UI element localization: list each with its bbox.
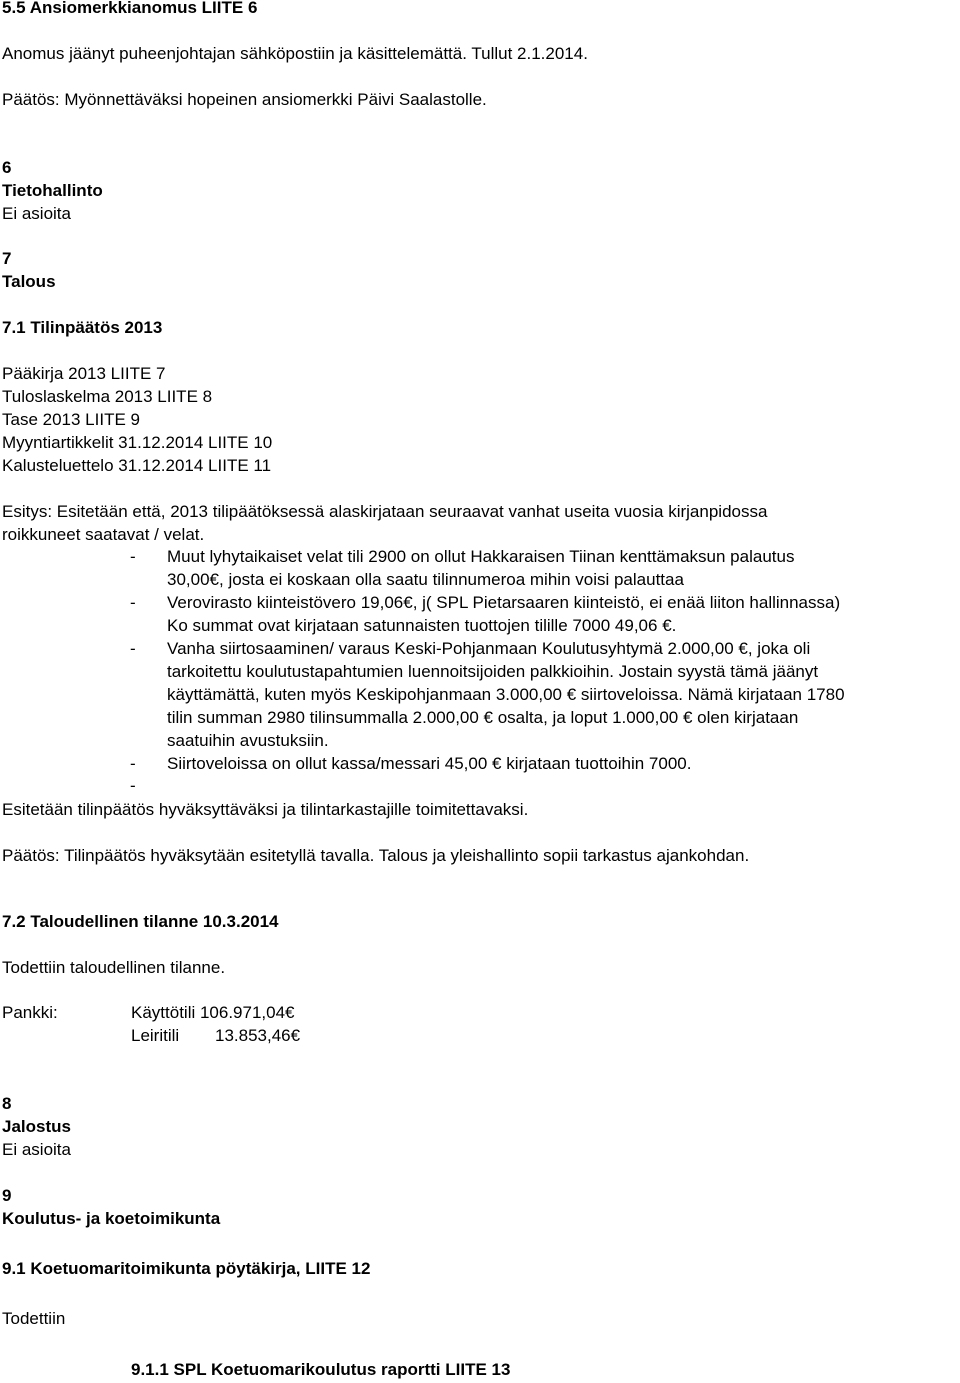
account-2-value: 13.853,46€ xyxy=(215,1026,301,1045)
approval-proposal: Esitetään tilinpäätös hyväksyttäväksi ja tilintarkastajille toimitettavaksi. xyxy=(2,800,529,819)
section-9-number: 9 xyxy=(2,1186,12,1205)
section-5-5-line2: Päätös: Myönnettäväksi hopeinen ansiomerkki Päivi Saalastolle. xyxy=(2,90,487,109)
section-8-number: 8 xyxy=(2,1094,12,1113)
bullet-dash-5: - xyxy=(130,776,136,795)
section-5-5-heading: 5.5 Ansiomerkkianomus LIITE 6 xyxy=(2,0,258,17)
section-6-title: Tietohallinto xyxy=(2,181,103,200)
bank-label: Pankki: xyxy=(2,1003,58,1022)
bullet-3-line3: käyttämättä, kuten myös Keskipohjanmaan 3.000,00 € siirtoveloissa. Nämä kirjataan 1780 xyxy=(167,685,845,704)
section-5-5-line1: Anomus jäänyt puheenjohtajan sähköpostiin ja käsittelemättä. Tullut 2.1.2014. xyxy=(2,44,588,63)
bullet-4-line1: Siirtoveloissa on ollut kassa/messari 45,00 € kirjataan tuottoihin 7000. xyxy=(167,754,692,773)
proposal-line2: roikkuneet saatavat / velat. xyxy=(2,525,205,544)
bullet-1-line1: Muut lyhytaikaiset velat tili 2900 on ollut Hakkaraisen Tiinan kenttämaksun palautus xyxy=(167,547,795,566)
bullet-3-line4: tilin summan 2980 tilinsummalla 2.000,00 € osalta, ja loput 1.000,00 € olen kirjataan xyxy=(167,708,799,727)
bullet-3-line5: saatuihin avustuksiin. xyxy=(167,731,329,750)
section-7-1-heading: 7.1 Tilinpäätös 2013 xyxy=(2,318,163,337)
account-1: Käyttötili 106.971,04€ xyxy=(131,1003,295,1022)
attachment-1: Pääkirja 2013 LIITE 7 xyxy=(2,364,166,383)
decision: Päätös: Tilinpäätös hyväksytään esitetyllä tavalla. Talous ja yleishallinto sopii tarkastus ajankohdan. xyxy=(2,846,750,865)
section-9-1-body: Todettiin xyxy=(2,1309,66,1328)
bullet-3-line2: tarkoitettu koulutustapahtumien luennoitsijoiden palkkioihin. Jostain syystä tämä jäänyt xyxy=(167,662,819,681)
section-7-number: 7 xyxy=(2,249,12,268)
section-8-title: Jalostus xyxy=(2,1117,71,1136)
bullet-dash-2: - xyxy=(130,593,136,612)
bullet-dash-1: - xyxy=(130,547,136,566)
proposal-line1: Esitys: Esitetään että, 2013 tilipäätöksessä alaskirjataan seuraavat vanhat useita vuosia kirjanpidossa xyxy=(2,502,768,521)
bullet-1-line2: 30,00€, josta ei koskaan olla saatu tilinnumeroa mihin voisi palauttaa xyxy=(167,570,684,589)
bullet-dash-4: - xyxy=(130,754,136,773)
section-6-number: 6 xyxy=(2,158,12,177)
bullet-2-line1: Verovirasto kiinteistövero 19,06€, j( SPL Pietarsaaren kiinteistö, ei enää liiton hallinnassa) xyxy=(167,593,841,612)
bullet-2-line2: Ko summat ovat kirjataan satunnaisten tuottojen tilille 7000 49,06 €. xyxy=(167,616,677,635)
attachment-5: Kalusteluettelo 31.12.2014 LIITE 11 xyxy=(2,456,272,475)
account-2-label: Leiritili xyxy=(131,1026,180,1045)
section-7-2-heading: 7.2 Taloudellinen tilanne 10.3.2014 xyxy=(2,912,279,931)
section-9-title: Koulutus- ja koetoimikunta xyxy=(2,1209,221,1228)
bullet-dash-3: - xyxy=(130,639,136,658)
section-9-1-heading: 9.1 Koetuomaritoimikunta pöytäkirja, LIITE 12 xyxy=(2,1259,371,1278)
bullet-3-line1: Vanha siirtosaaminen/ varaus Keski-Pohjanmaan Koulutusyhtymä 2.000,00 €, joka oli xyxy=(167,639,811,658)
attachment-4: Myyntiartikkelit 31.12.2014 LIITE 10 xyxy=(2,433,273,452)
section-7-title: Talous xyxy=(2,272,56,291)
section-6-body: Ei asioita xyxy=(2,204,71,223)
section-7-2-body: Todettiin taloudellinen tilanne. xyxy=(2,958,226,977)
section-8-body: Ei asioita xyxy=(2,1140,71,1159)
section-9-1-1-heading: 9.1.1 SPL Koetuomarikoulutus raportti LIITE 13 xyxy=(131,1360,511,1379)
attachment-2: Tuloslaskelma 2013 LIITE 8 xyxy=(2,387,213,406)
attachment-3: Tase 2013 LIITE 9 xyxy=(2,410,140,429)
